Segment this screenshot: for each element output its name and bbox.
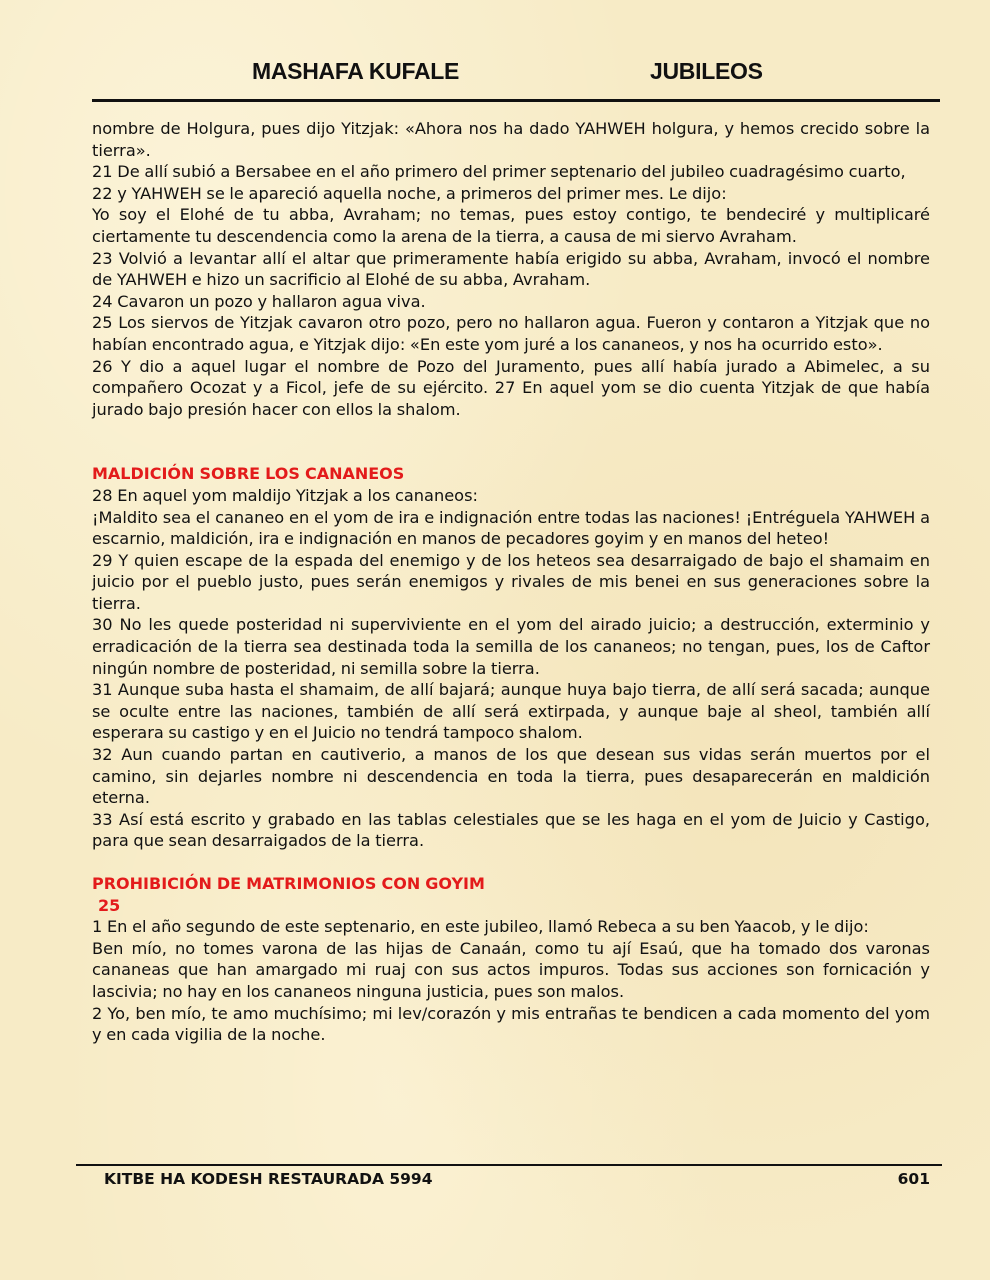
- paragraph: Yo soy el Elohé de tu abba, Avraham; no temas, pues estoy contigo, te bendeciré y multiplicaré ciertamente tu descendencia como la arena de la tierra, a causa de mi siervo Avraham.: [92, 205, 930, 246]
- spacer: [92, 420, 930, 463]
- verse-32: 32 Aun cuando partan en cautiverio, a manos de los que desean sus vidas serán muertos por el camino, sin dejarles nombre ni descendencia en toda la tierra, pues desaparecerán en maldición eterna.: [92, 745, 930, 808]
- page-number: 601: [897, 1170, 930, 1188]
- verse-2: 2 Yo, ben mío, te amo muchísimo; mi lev/corazón y mis entrañas te bendicen a cada momento del yom y en cada vigilia de la noche.: [92, 1003, 930, 1045]
- verse-21: 21 De allí subió a Bersabee en el año primero del primer septenario del jubileo cuadragésimo cuarto,: [92, 162, 906, 182]
- section-heading: PROHIBICIÓN DE MATRIMONIOS CON GOYIM: [92, 874, 485, 893]
- paragraph: Ben mío, no tomes varona de las hijas de Canaán, como tu ají Esaú, que ha tomado dos varonas cananeas que han amargado mi ruaj con sus actos impuros. Todas sus acciones son fornicación y lascivia; no hay en los cananeos ninguna justicia, pues son malos.: [92, 938, 930, 1001]
- verse-29: 29 Y quien escape de la espada del enemigo y de los heteos sea desarraigado de bajo el shamaim en juicio por el pueblo justo, pues serán enemigos y rivales de mis benei en sus generaciones sobre la tierra.: [92, 550, 930, 613]
- page-body: [92, 118, 930, 1046]
- spacer: [92, 852, 930, 873]
- verse-28: 28 En aquel yom maldijo Yitzjak a los cananeos:: [92, 485, 478, 505]
- book-title: MASHAFA KUFALE: [252, 58, 460, 84]
- header-divider: [92, 99, 940, 102]
- verse-22: 22 y YAHWEH se le apareció aquella noche, a primeros del primer mes. Le dijo:: [92, 183, 727, 203]
- verse-30: 30 No les quede posteridad ni superviviente en el yom del airado juicio; a destrucción, exterminio y erradicación de la tierra sea destinada toda la semilla de los cananeos; no tengan, pues, los de Caftor ningún nombre de posteridad, ni semilla sobre la tierra.: [92, 615, 930, 678]
- page-header: [92, 58, 940, 92]
- verse-26: 26 Y dio a aquel lugar el nombre de Pozo del Juramento, pues allí había jurado a Abimelec, a su compañero Ocozat y a Ficol, jefe de su ejército. 27 En aquel yom se dio cuenta Yitzjak de que había jurado bajo presión hacer con ellos la shalom.: [92, 356, 930, 419]
- book-subtitle: JUBILEOS: [650, 58, 763, 84]
- verse-33: 33 Así está escrito y grabado en las tablas celestiales que se les haga en el yom de Juicio y Castigo, para que sean desarraigados de la tierra.: [92, 809, 930, 851]
- verse-25: 25 Los siervos de Yitzjak cavaron otro pozo, pero no hallaron agua. Fueron y contaron a Yitzjak que no habían encontrado agua, e Yitzjak dijo: «En este yom juré a los cananeos, y nos ha ocurrido esto».: [92, 313, 930, 354]
- chapter-number: 25: [98, 895, 121, 915]
- page-footer: [104, 1170, 930, 1194]
- verse-31: 31 Aunque suba hasta el shamaim, de allí bajará; aunque huya bajo tierra, de allí será sacada; aunque se oculte entre las naciones, también de allí será extirpada, y aunque baje al sheol, también allí esperara su castigo y en el Juicio no tendrá tampoco shalom.: [92, 680, 930, 743]
- verse-1: 1 En el año segundo de este septenario, en este jubileo, llamó Rebeca a su ben Yaacob, y le dijo:: [92, 917, 869, 937]
- footer-title: KITBE HA KODESH RESTAURADA 5994: [104, 1170, 433, 1188]
- footer-divider: [76, 1164, 942, 1166]
- verse-23: 23 Volvió a levantar allí el altar que primeramente había erigido su abba, Avraham, invocó el nombre de YAHWEH e hizo un sacrificio al Elohé de su abba, Avraham.: [92, 248, 930, 290]
- verse-24: 24 Cavaron un pozo y hallaron agua viva.: [92, 291, 426, 311]
- paragraph: ¡Maldito sea el cananeo en el yom de ira e indignación entre todas las naciones! ¡Entréguela YAHWEH a escarnio, maldición, ira e indignación en manos de pecadores goyim y en manos del heteo!: [92, 507, 930, 549]
- section-heading: MALDICIÓN SOBRE LOS CANANEOS: [92, 464, 405, 484]
- paragraph: nombre de Holgura, pues dijo Yitzjak: «Ahora nos ha dado YAHWEH holgura, y hemos crecido sobre la tierra».: [92, 119, 930, 160]
